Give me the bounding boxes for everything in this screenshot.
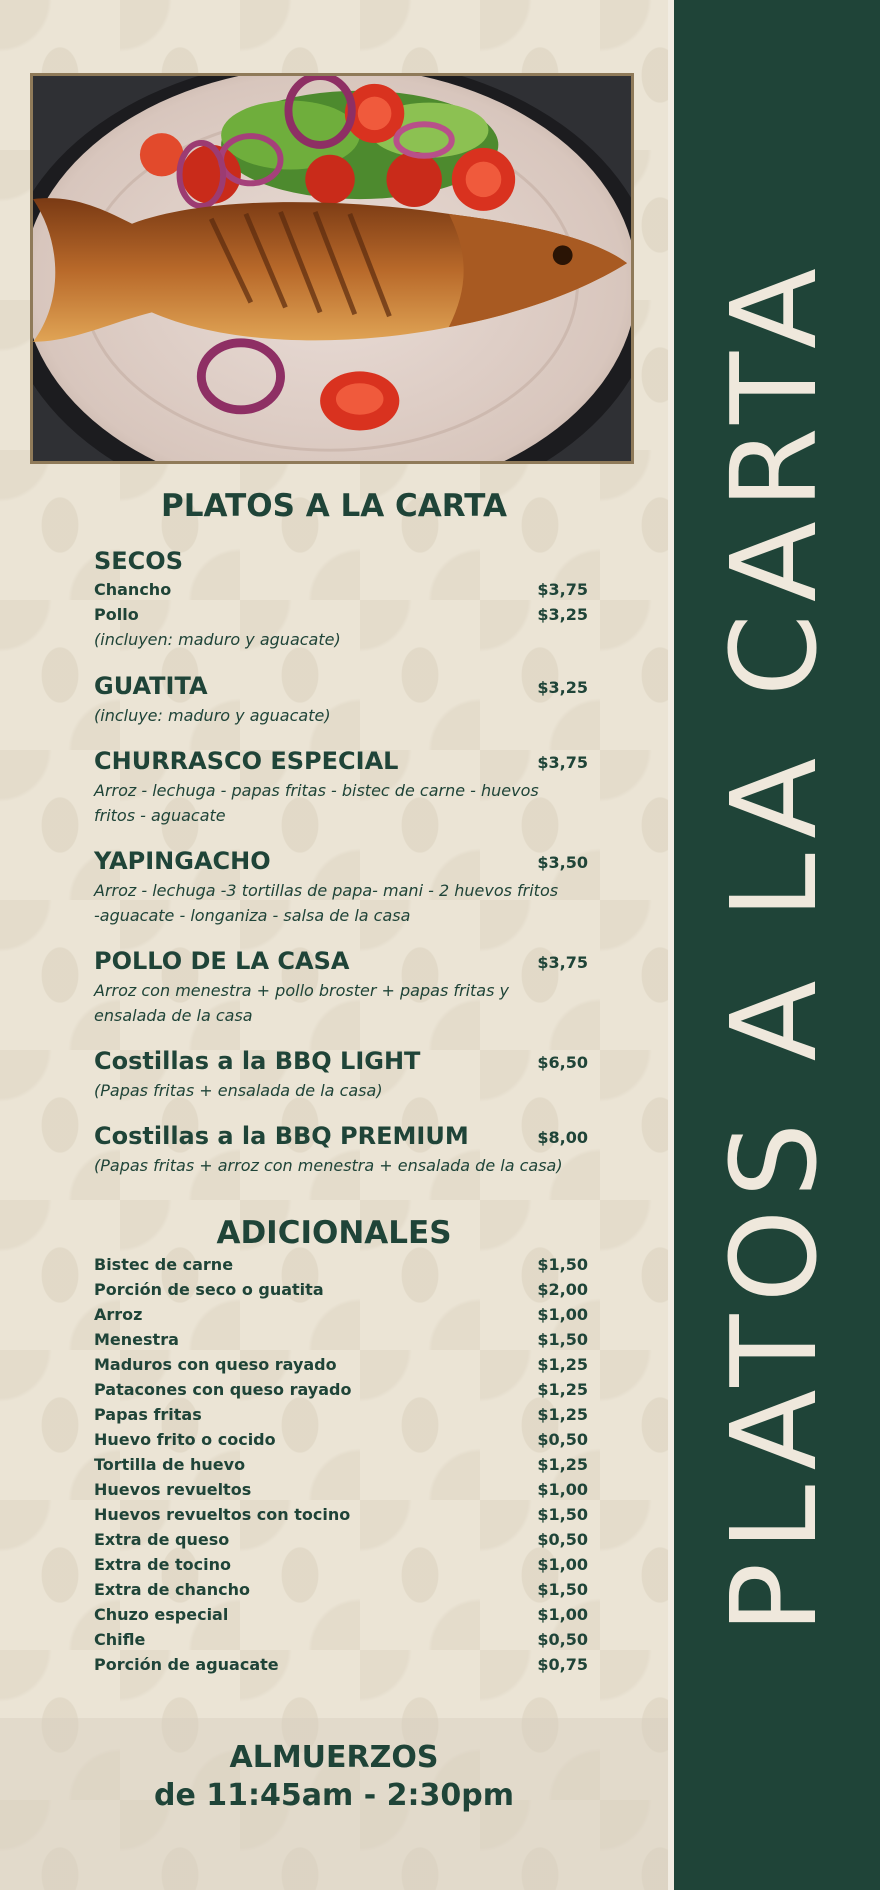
dish-desc [94,778,594,828]
dish-desc-line: fritos - aguacate [94,806,226,825]
dish-yapingacho [94,847,588,877]
dish-desc-line: Arroz con menestra + pollo broster + papas fritas y [94,981,509,1000]
item-name: Porción de seco o guatita [94,1280,324,1299]
item-name: Patacones con queso rayado [94,1380,352,1399]
dish-desc-line: (incluye: maduro y aguacate) [94,706,331,725]
adicional-item [94,1455,588,1479]
item-name: Papas fritas [94,1405,202,1424]
secos-title: SECOS [94,547,183,575]
dish-costillas-premium [94,1122,588,1152]
item-name: Tortilla de huevo [94,1455,246,1474]
item-name: Huevos revueltos con tocino [94,1505,351,1524]
item-name: Chancho [94,580,172,599]
item-name: Porción de aguacate [94,1655,279,1674]
dish-price: $3,25 [537,678,588,697]
adicional-item [94,1655,588,1679]
item-price: $3,25 [537,605,588,624]
item-name: Extra de chancho [94,1580,250,1599]
dish-costillas-light [94,1047,588,1077]
item-name: Extra de tocino [94,1555,232,1574]
dish-name: YAPINGACHO [94,847,271,875]
item-name: Bistec de carne [94,1255,234,1274]
item-name: Chifle [94,1630,146,1649]
secos-item [94,580,588,604]
vertical-title: PLATOS A LA CARTA [705,256,843,1634]
item-price: $1,00 [537,1480,588,1499]
dish-desc [94,878,594,928]
adicional-item [94,1505,588,1529]
item-name: Huevos revueltos [94,1480,252,1499]
item-price: $0,50 [537,1630,588,1649]
item-price: $0,50 [537,1530,588,1549]
item-price: $1,00 [537,1555,588,1574]
item-price: $1,25 [537,1380,588,1399]
item-name: Extra de queso [94,1530,230,1549]
adicional-item [94,1630,588,1654]
item-name: Huevo frito o cocido [94,1430,276,1449]
item-price: $0,75 [537,1655,588,1674]
item-name: Maduros con queso rayado [94,1355,337,1374]
item-name: Menestra [94,1330,179,1349]
dish-desc-line: -aguacate - longaniza - salsa de la casa [94,906,411,925]
adicional-item [94,1280,588,1304]
item-price: $1,00 [537,1605,588,1624]
adicional-item [94,1555,588,1579]
adicional-item [94,1380,588,1404]
item-price: $1,50 [537,1255,588,1274]
adicional-item [94,1330,588,1354]
secos-note: (incluyen: maduro y aguacate) [94,630,341,649]
dish-name: Costillas a la BBQ LIGHT [94,1047,421,1075]
item-name: Chuzo especial [94,1605,229,1624]
dish-desc-line: ensalada de la casa [94,1006,253,1025]
item-price: $1,25 [537,1405,588,1424]
item-price: $1,25 [537,1355,588,1374]
dish-price: $3,75 [537,953,588,972]
item-price: $1,25 [537,1455,588,1474]
item-name: Arroz [94,1305,143,1324]
footer-hours: de 11:45am - 2:30pm [154,1778,514,1813]
adicional-item [94,1430,588,1454]
section-title-adicionales: ADICIONALES [216,1215,452,1251]
dish-desc [94,978,594,1028]
food-photo [30,73,634,464]
dish-desc [94,703,594,728]
dish-desc-line: (Papas fritas + arroz con menestra + ensalada de la casa) [94,1156,563,1175]
adicional-item [94,1580,588,1604]
adicional-item [94,1480,588,1504]
dish-desc [94,1078,594,1103]
dish-desc [94,1153,594,1178]
item-price: $3,75 [537,580,588,599]
adicional-item [94,1530,588,1554]
item-price: $1,50 [537,1505,588,1524]
footer-almuerzos: ALMUERZOS [229,1740,439,1775]
item-price: $1,00 [537,1305,588,1324]
item-price: $2,00 [537,1280,588,1299]
section-title-platos: PLATOS A LA CARTA [161,488,507,524]
dish-name: GUATITA [94,672,208,700]
dish-price: $3,50 [537,853,588,872]
dish-price: $3,75 [537,753,588,772]
adicional-item [94,1405,588,1429]
adicional-item [94,1305,588,1329]
dish-guatita [94,672,588,702]
dish-price: $8,00 [537,1128,588,1147]
secos-item [94,605,588,629]
dish-desc-line: (Papas fritas + ensalada de la casa) [94,1081,383,1100]
dish-name: POLLO DE LA CASA [94,947,350,975]
dish-churrasco [94,747,588,777]
adicional-item [94,1605,588,1629]
dish-name: Costillas a la BBQ PREMIUM [94,1122,469,1150]
dish-pollo-casa [94,947,588,977]
dish-desc-line: Arroz - lechuga -3 tortillas de papa- mani - 2 huevos fritos [94,881,559,900]
dish-price: $6,50 [537,1053,588,1072]
dish-name: CHURRASCO ESPECIAL [94,747,399,775]
item-price: $1,50 [537,1330,588,1349]
fried-fish-plate-image [33,76,631,461]
secos-heading [94,547,588,577]
adicional-item [94,1255,588,1279]
dish-desc-line: Arroz - lechuga - papas fritas - bistec de carne - huevos [94,781,539,800]
item-price: $0,50 [537,1430,588,1449]
item-price: $1,50 [537,1580,588,1599]
item-name: Pollo [94,605,139,624]
adicional-item [94,1355,588,1379]
